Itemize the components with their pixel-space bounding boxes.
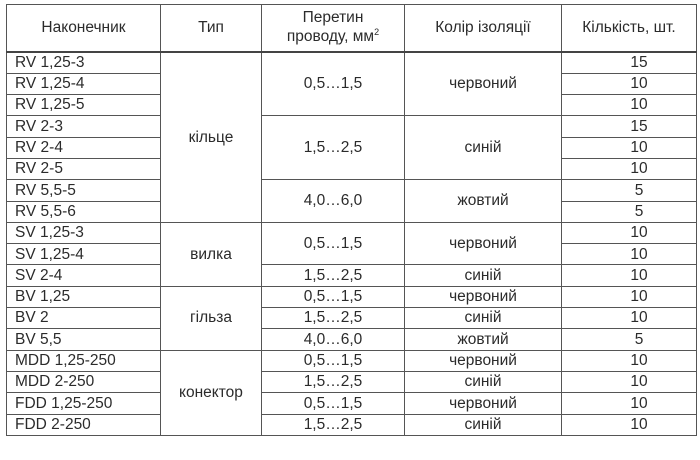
- terminal-cell: SV 1,25-4: [7, 244, 161, 265]
- header-row: [7, 5, 697, 53]
- terminal-cell: RV 2-4: [7, 137, 161, 158]
- quantity-cell: 10: [562, 308, 697, 329]
- terminal-cell: SV 2-4: [7, 265, 161, 286]
- header-section-line1: Перетин: [302, 9, 364, 27]
- header-terminal: Наконечник: [7, 5, 161, 53]
- quantity-cell: 15: [562, 116, 697, 137]
- section-cell: 1,5…2,5: [262, 265, 405, 286]
- color-cell: синій: [405, 414, 562, 435]
- section-cell: 4,0…6,0: [262, 329, 405, 350]
- section-cell: 0,5…1,5: [262, 286, 405, 307]
- table-row: [7, 265, 697, 286]
- section-cell: 4,0…6,0: [262, 180, 405, 223]
- terminal-cell: RV 5,5-5: [7, 180, 161, 201]
- table-row: [7, 350, 697, 371]
- table-row: [7, 308, 697, 329]
- terminal-cell: BV 2: [7, 308, 161, 329]
- table-row: [7, 52, 697, 73]
- quantity-cell: 10: [562, 222, 697, 243]
- section-cell: 1,5…2,5: [262, 308, 405, 329]
- quantity-cell: 10: [562, 244, 697, 265]
- section-cell: 1,5…2,5: [262, 371, 405, 392]
- table-row: [7, 116, 697, 137]
- header-section-line2: проводу, мм: [286, 28, 375, 45]
- table-row: [7, 286, 697, 307]
- table-row: [7, 393, 697, 414]
- section-cell: 1,5…2,5: [262, 116, 405, 180]
- section-cell: 0,5…1,5: [262, 350, 405, 371]
- table-row: [7, 414, 697, 435]
- quantity-cell: 5: [562, 180, 697, 201]
- table-row: [7, 371, 697, 392]
- type-cell: кільце: [161, 52, 262, 222]
- terminal-cell: MDD 1,25-250: [7, 350, 161, 371]
- color-cell: синій: [405, 116, 562, 180]
- terminal-cell: SV 1,25-3: [7, 222, 161, 243]
- quantity-cell: 10: [562, 350, 697, 371]
- color-cell: червоний: [405, 286, 562, 307]
- terminal-cell: RV 2-3: [7, 116, 161, 137]
- terminal-cell: RV 1,25-5: [7, 95, 161, 116]
- header-section: [262, 5, 405, 53]
- color-cell: червоний: [405, 52, 562, 116]
- quantity-cell: 10: [562, 286, 697, 307]
- type-cell: вилка: [161, 222, 262, 286]
- header-section-superscript: 2: [374, 26, 380, 37]
- type-cell: конектор: [161, 350, 262, 435]
- header-type: Тип: [161, 5, 262, 53]
- section-cell: 0,5…1,5: [262, 52, 405, 116]
- header-color: Колір ізоляції: [405, 5, 562, 53]
- quantity-cell: 15: [562, 52, 697, 73]
- terminal-cell: RV 2-5: [7, 158, 161, 179]
- quantity-cell: 10: [562, 371, 697, 392]
- quantity-cell: 10: [562, 393, 697, 414]
- table-row: [7, 222, 697, 243]
- terminal-cell: RV 1,25-3: [7, 52, 161, 73]
- quantity-cell: 10: [562, 73, 697, 94]
- table-row: [7, 180, 697, 201]
- color-cell: червоний: [405, 350, 562, 371]
- terminal-cell: RV 5,5-6: [7, 201, 161, 222]
- color-cell: синій: [405, 308, 562, 329]
- color-cell: червоний: [405, 393, 562, 414]
- color-cell: жовтий: [405, 180, 562, 223]
- quantity-cell: 10: [562, 414, 697, 435]
- terminal-cell: FDD 1,25-250: [7, 393, 161, 414]
- color-cell: жовтий: [405, 329, 562, 350]
- terminal-cell: RV 1,25-4: [7, 73, 161, 94]
- section-cell: 1,5…2,5: [262, 414, 405, 435]
- quantity-cell: 5: [562, 201, 697, 222]
- color-cell: синій: [405, 371, 562, 392]
- terminal-cell: BV 5,5: [7, 329, 161, 350]
- quantity-cell: 10: [562, 158, 697, 179]
- quantity-cell: 5: [562, 329, 697, 350]
- type-cell: гільза: [161, 286, 262, 350]
- color-cell: синій: [405, 265, 562, 286]
- terminal-cell: BV 1,25: [7, 286, 161, 307]
- quantity-cell: 10: [562, 265, 697, 286]
- section-cell: 0,5…1,5: [262, 393, 405, 414]
- header-quantity: Кількість, шт.: [562, 5, 697, 53]
- table-row: [7, 329, 697, 350]
- quantity-cell: 10: [562, 95, 697, 116]
- quantity-cell: 10: [562, 137, 697, 158]
- terminal-spec-table: [6, 4, 697, 436]
- section-cell: 0,5…1,5: [262, 222, 405, 265]
- terminal-cell: MDD 2-250: [7, 371, 161, 392]
- terminal-cell: FDD 2-250: [7, 414, 161, 435]
- color-cell: червоний: [405, 222, 562, 265]
